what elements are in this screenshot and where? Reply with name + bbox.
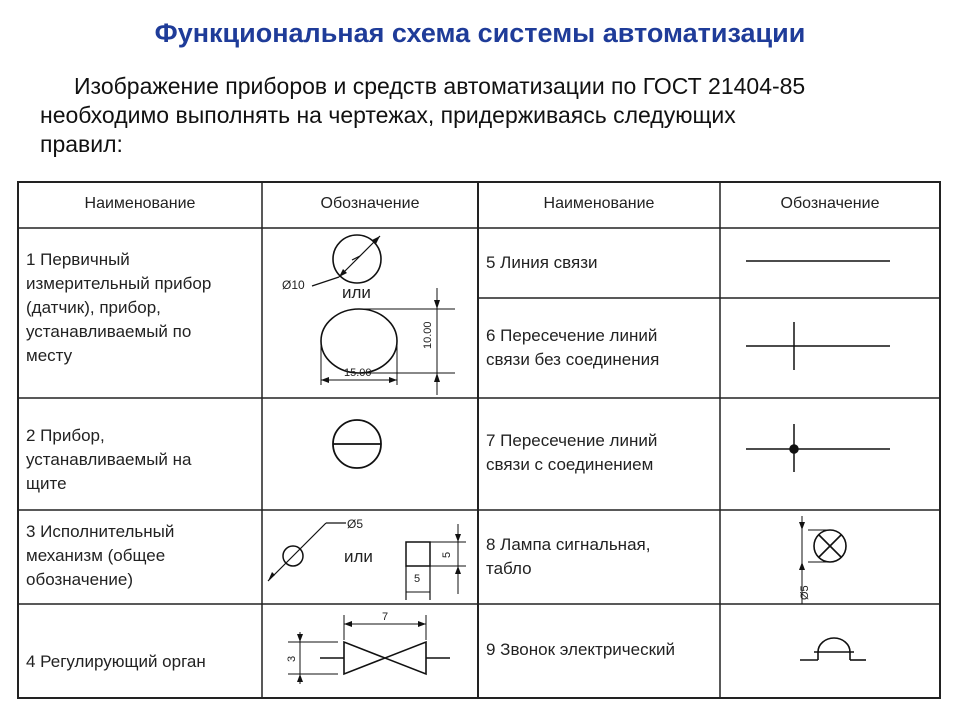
symbol-electric-bell (800, 638, 866, 660)
header-symbol-left: Обозначение (320, 195, 420, 212)
row-name-5 (486, 251, 716, 275)
row-8-line-1: 8 Лампа сигнальная, (486, 535, 651, 554)
symbol-crossing-no-connection (746, 322, 890, 370)
header-name-left: Наименование (84, 195, 196, 212)
row-2-line-2: устанавливаемый на (26, 450, 192, 469)
row-1-line-3: (датчик), прибор, (26, 298, 161, 317)
row-name-2 (26, 424, 258, 496)
row-name-8 (486, 533, 716, 581)
symbol-panel-device (333, 420, 381, 468)
row-name-6 (486, 324, 716, 372)
row-8-line-2: табло (486, 559, 532, 578)
label-actuator-diameter: Ø5 (347, 517, 364, 531)
row-name-9 (486, 638, 718, 662)
row-1-line-1: 1 Первичный (26, 250, 130, 269)
symbol-crossing-connection (746, 424, 890, 472)
row-3-line-2: механизм (общее (26, 546, 166, 565)
primary-device-ellipse (321, 309, 397, 373)
row-2-line-1: 2 Прибор, (26, 426, 105, 445)
label-square-side: 5 (414, 573, 421, 585)
label-or-2: или (344, 547, 373, 566)
symbol-primary-device (312, 235, 455, 395)
row-3-line-3: обозначение) (26, 570, 134, 589)
label-lamp-diameter: Ø5 (799, 585, 811, 600)
row-4-line-1: 4 Регулирующий орган (26, 652, 206, 671)
row-1-line-2: измерительный прибор (26, 274, 212, 293)
row-6-line-2: связи без соединения (486, 350, 660, 369)
intro-line-1: Изображение приборов и средств автоматизации по ГОСТ 21404-85 (74, 73, 806, 99)
row-1-line-4: устанавливаемый по (26, 322, 192, 341)
row-3-line-1: 3 Исполнительный (26, 522, 175, 541)
row-name-7 (486, 429, 716, 477)
intro-line-2: необходимо выполнять на чертежах, придерживаясь следующих (40, 102, 736, 128)
header-symbol-right: Обозначение (780, 195, 880, 212)
row-name-1 (26, 248, 258, 368)
symbol-valve (288, 615, 450, 684)
row-name-3 (26, 520, 258, 592)
slide-title: Функциональная схема системы автоматизации (154, 18, 806, 48)
row-7-line-2: связи с соединением (486, 455, 654, 474)
label-ellipse-height: 10.00 (422, 321, 434, 349)
label-or-1: или (342, 283, 371, 302)
header-name-right: Наименование (543, 195, 655, 212)
row-2-line-3: щите (26, 474, 67, 493)
row-5-line-1: 5 Линия связи (486, 253, 598, 272)
row-7-line-1: 7 Пересечение линий (486, 431, 658, 450)
label-ellipse-width: 15.00 (344, 367, 372, 379)
row-name-4 (26, 650, 258, 674)
intro-line-3: правил: (40, 131, 123, 157)
row-1-line-5: месту (26, 346, 73, 365)
label-valve-height: 3 (286, 655, 298, 662)
label-valve-width: 7 (382, 611, 389, 623)
row-6-line-1: 6 Пересечение линий (486, 326, 658, 345)
label-circle-diameter: Ø10 (282, 278, 305, 292)
row-9-line-1: 9 Звонок электрический (486, 640, 676, 659)
label-square-top: 5 (441, 551, 453, 558)
